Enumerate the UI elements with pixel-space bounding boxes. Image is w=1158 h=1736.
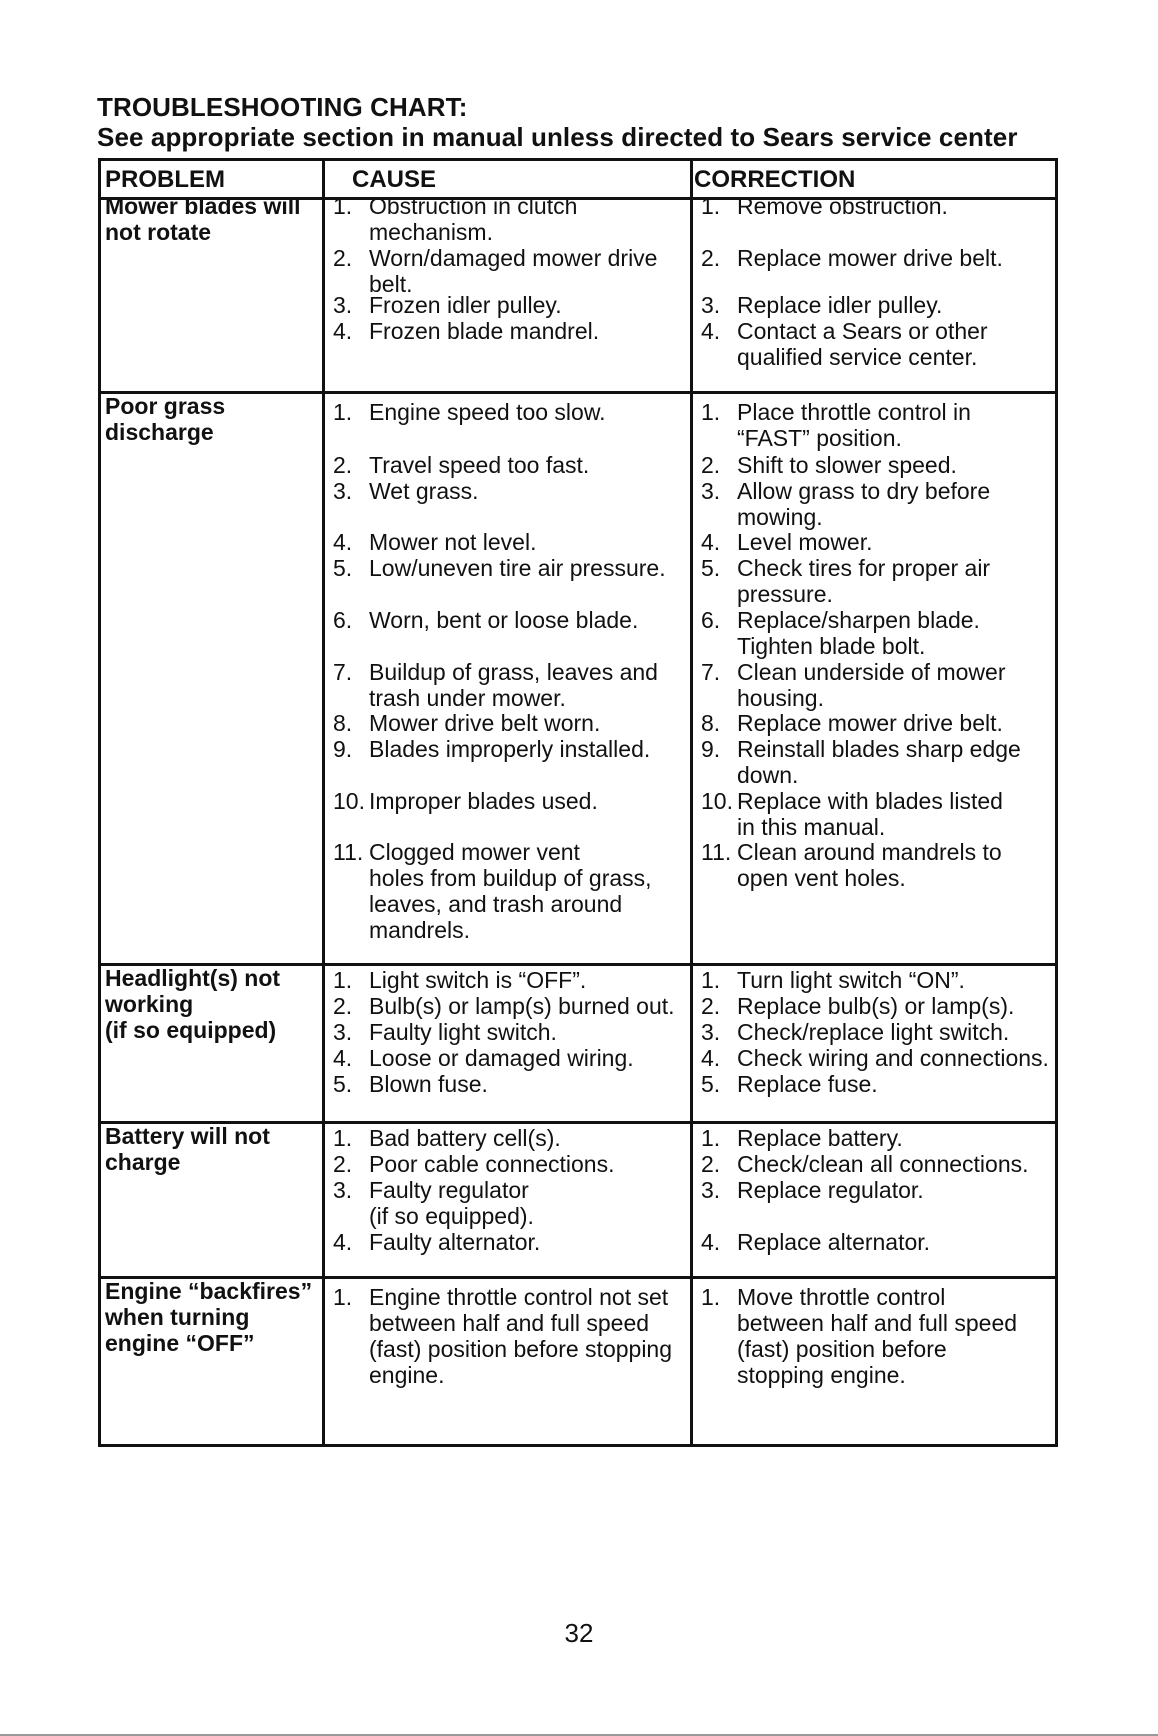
correction-item-number: 2. xyxy=(701,452,721,478)
problem-cell: Poor grass discharge xyxy=(105,393,226,445)
correction-item-text: Check tires for proper air pressure. xyxy=(737,555,991,607)
cause-item-number: 6. xyxy=(333,607,353,633)
cause-item-text: Mower not level. xyxy=(369,529,537,555)
cause-item-number: 10. xyxy=(333,788,365,814)
cause-item-number: 1. xyxy=(333,967,353,993)
cause-item-text: Worn/damaged mower drive belt. xyxy=(369,245,658,297)
correction-item-number: 6. xyxy=(701,607,721,633)
cause-item-text: Light switch is “OFF”. xyxy=(369,967,587,993)
cause-item-text: Engine throttle control not set between half and full speed (fast) position before stopping engine. xyxy=(369,1284,673,1388)
cause-item-text: Faulty regulator (if so equipped). xyxy=(369,1177,534,1229)
cause-item-text: Travel speed too fast. xyxy=(369,452,590,478)
correction-item-text: Replace with blades listed in this manual. xyxy=(737,788,1003,840)
cause-item-number: 4. xyxy=(333,1045,353,1071)
cause-item-text: Buildup of grass, leaves and trash under mower. xyxy=(369,659,658,711)
correction-item-text: Replace idler pulley. xyxy=(737,292,943,318)
correction-item-number: 1. xyxy=(701,399,721,425)
correction-item-text: Shift to slower speed. xyxy=(737,452,957,478)
cause-item-text: Blown fuse. xyxy=(369,1071,488,1097)
troubleshooting-table xyxy=(98,158,1058,1447)
problem-cell: Battery will not charge xyxy=(105,1123,270,1175)
cause-item-text: Worn, bent or loose blade. xyxy=(369,607,639,633)
correction-item-text: Place throttle control in “FAST” position. xyxy=(737,399,971,451)
cause-item-number: 1. xyxy=(333,193,353,219)
correction-item-text: Check wiring and connections. xyxy=(737,1045,1049,1071)
correction-item-text: Move throttle control between half and full speed (fast) position before stopping engine. xyxy=(737,1284,1018,1388)
cause-item-text: Bad battery cell(s). xyxy=(369,1125,561,1151)
correction-item-text: Replace bulb(s) or lamp(s). xyxy=(737,993,1015,1019)
cause-item-number: 2. xyxy=(333,1151,353,1177)
cause-item-number: 5. xyxy=(333,555,353,581)
correction-item-number: 4. xyxy=(701,318,721,344)
correction-item-number: 1. xyxy=(701,193,721,219)
cause-item-text: Faulty alternator. xyxy=(369,1229,541,1255)
correction-item-number: 4. xyxy=(701,1045,721,1071)
chart-title: TROUBLESHOOTING CHART: xyxy=(97,92,468,122)
correction-item-number: 11. xyxy=(701,839,732,865)
correction-item-number: 4. xyxy=(701,529,721,555)
correction-item-number: 3. xyxy=(701,1177,721,1203)
correction-item-text: Check/clean all connections. xyxy=(737,1151,1029,1177)
cause-item-number: 1. xyxy=(333,1125,353,1151)
correction-item-text: Level mower. xyxy=(737,529,873,555)
correction-item-text: Replace battery. xyxy=(737,1125,903,1151)
correction-item-text: Replace/sharpen blade. Tighten blade bolt. xyxy=(737,607,980,659)
cause-item-number: 2. xyxy=(333,452,353,478)
cause-item-number: 3. xyxy=(333,292,353,318)
correction-item-number: 8. xyxy=(701,710,721,736)
correction-item-number: 3. xyxy=(701,478,721,504)
cause-item-text: Mower drive belt worn. xyxy=(369,710,601,736)
correction-item-number: 2. xyxy=(701,245,721,271)
correction-item-text: Replace mower drive belt. xyxy=(737,710,1003,736)
correction-item-text: Replace alternator. xyxy=(737,1229,931,1255)
cause-item-number: 1. xyxy=(333,1284,353,1310)
chart-subtitle: See appropriate section in manual unless directed to Sears service center xyxy=(97,122,1018,152)
cause-item-number: 3. xyxy=(333,478,353,504)
cause-item-text: Improper blades used. xyxy=(369,788,598,814)
header-correction: CORRECTION xyxy=(694,166,856,193)
correction-item-text: Contact a Sears or other qualified service center. xyxy=(737,318,988,370)
header-cause: CAUSE xyxy=(352,166,437,193)
cause-item-number: 3. xyxy=(333,1019,353,1045)
cause-item-text: Faulty light switch. xyxy=(369,1019,557,1045)
cause-item-number: 11. xyxy=(333,839,364,865)
correction-item-number: 1. xyxy=(701,1125,721,1151)
cause-item-text: Clogged mower vent holes from buildup of grass, leaves, and trash around mandrels. xyxy=(369,839,652,943)
cause-item-text: Loose or damaged wiring. xyxy=(369,1045,634,1071)
correction-item-number: 1. xyxy=(701,967,721,993)
cause-item-text: Bulb(s) or lamp(s) burned out. xyxy=(369,993,675,1019)
cause-item-text: Engine speed too slow. xyxy=(369,399,606,425)
correction-item-number: 5. xyxy=(701,555,721,581)
correction-item-text: Reinstall blades sharp edge down. xyxy=(737,736,1021,788)
correction-item-text: Turn light switch “ON”. xyxy=(737,967,965,993)
cause-item-number: 9. xyxy=(333,736,353,762)
cause-item-number: 4. xyxy=(333,1229,353,1255)
correction-item-number: 3. xyxy=(701,1019,721,1045)
correction-item-text: Replace regulator. xyxy=(737,1177,924,1203)
correction-item-number: 5. xyxy=(701,1071,721,1097)
correction-item-number: 3. xyxy=(701,292,721,318)
problem-cell: Mower blades will not rotate xyxy=(105,193,301,245)
correction-item-number: 2. xyxy=(701,993,721,1019)
correction-item-number: 10. xyxy=(701,788,733,814)
correction-item-text: Remove obstruction. xyxy=(737,193,948,219)
correction-item-text: Replace mower drive belt. xyxy=(737,245,1003,271)
correction-item-number: 7. xyxy=(701,659,721,685)
cause-item-text: Frozen blade mandrel. xyxy=(369,318,600,344)
correction-item-number: 2. xyxy=(701,1151,721,1177)
correction-item-text: Clean around mandrels to open vent holes. xyxy=(737,839,1002,891)
problem-cell: Headlight(s) not working (if so equipped) xyxy=(105,965,281,1043)
cause-item-number: 8. xyxy=(333,710,353,736)
cause-item-number: 2. xyxy=(333,993,353,1019)
cause-item-number: 4. xyxy=(333,529,353,555)
correction-item-number: 4. xyxy=(701,1229,721,1255)
cause-item-text: Wet grass. xyxy=(369,478,479,504)
cause-item-number: 3. xyxy=(333,1177,353,1203)
cause-item-number: 2. xyxy=(333,245,353,271)
correction-item-text: Clean underside of mower housing. xyxy=(737,659,1006,711)
column-divider-cause-correction xyxy=(690,161,693,1444)
cause-item-number: 1. xyxy=(333,399,353,425)
cause-item-text: Poor cable connections. xyxy=(369,1151,615,1177)
cause-item-number: 5. xyxy=(333,1071,353,1097)
column-divider-problem-cause xyxy=(322,161,325,1444)
correction-item-number: 1. xyxy=(701,1284,721,1310)
correction-item-text: Allow grass to dry before mowing. xyxy=(737,478,991,530)
correction-item-text: Check/replace light switch. xyxy=(737,1019,1010,1045)
page-number: 32 xyxy=(564,1618,594,1648)
correction-item-number: 9. xyxy=(701,736,721,762)
cause-item-text: Low/uneven tire air pressure. xyxy=(369,555,666,581)
problem-cell: Engine “backfires” when turning engine “OFF” xyxy=(105,1278,313,1356)
header-problem: PROBLEM xyxy=(105,166,225,193)
cause-item-text: Blades improperly installed. xyxy=(369,736,651,762)
cause-item-text: Frozen idler pulley. xyxy=(369,292,562,318)
correction-item-text: Replace fuse. xyxy=(737,1071,878,1097)
cause-item-text: Obstruction in clutch mechanism. xyxy=(369,193,578,245)
cause-item-number: 4. xyxy=(333,318,353,344)
cause-item-number: 7. xyxy=(333,659,353,685)
